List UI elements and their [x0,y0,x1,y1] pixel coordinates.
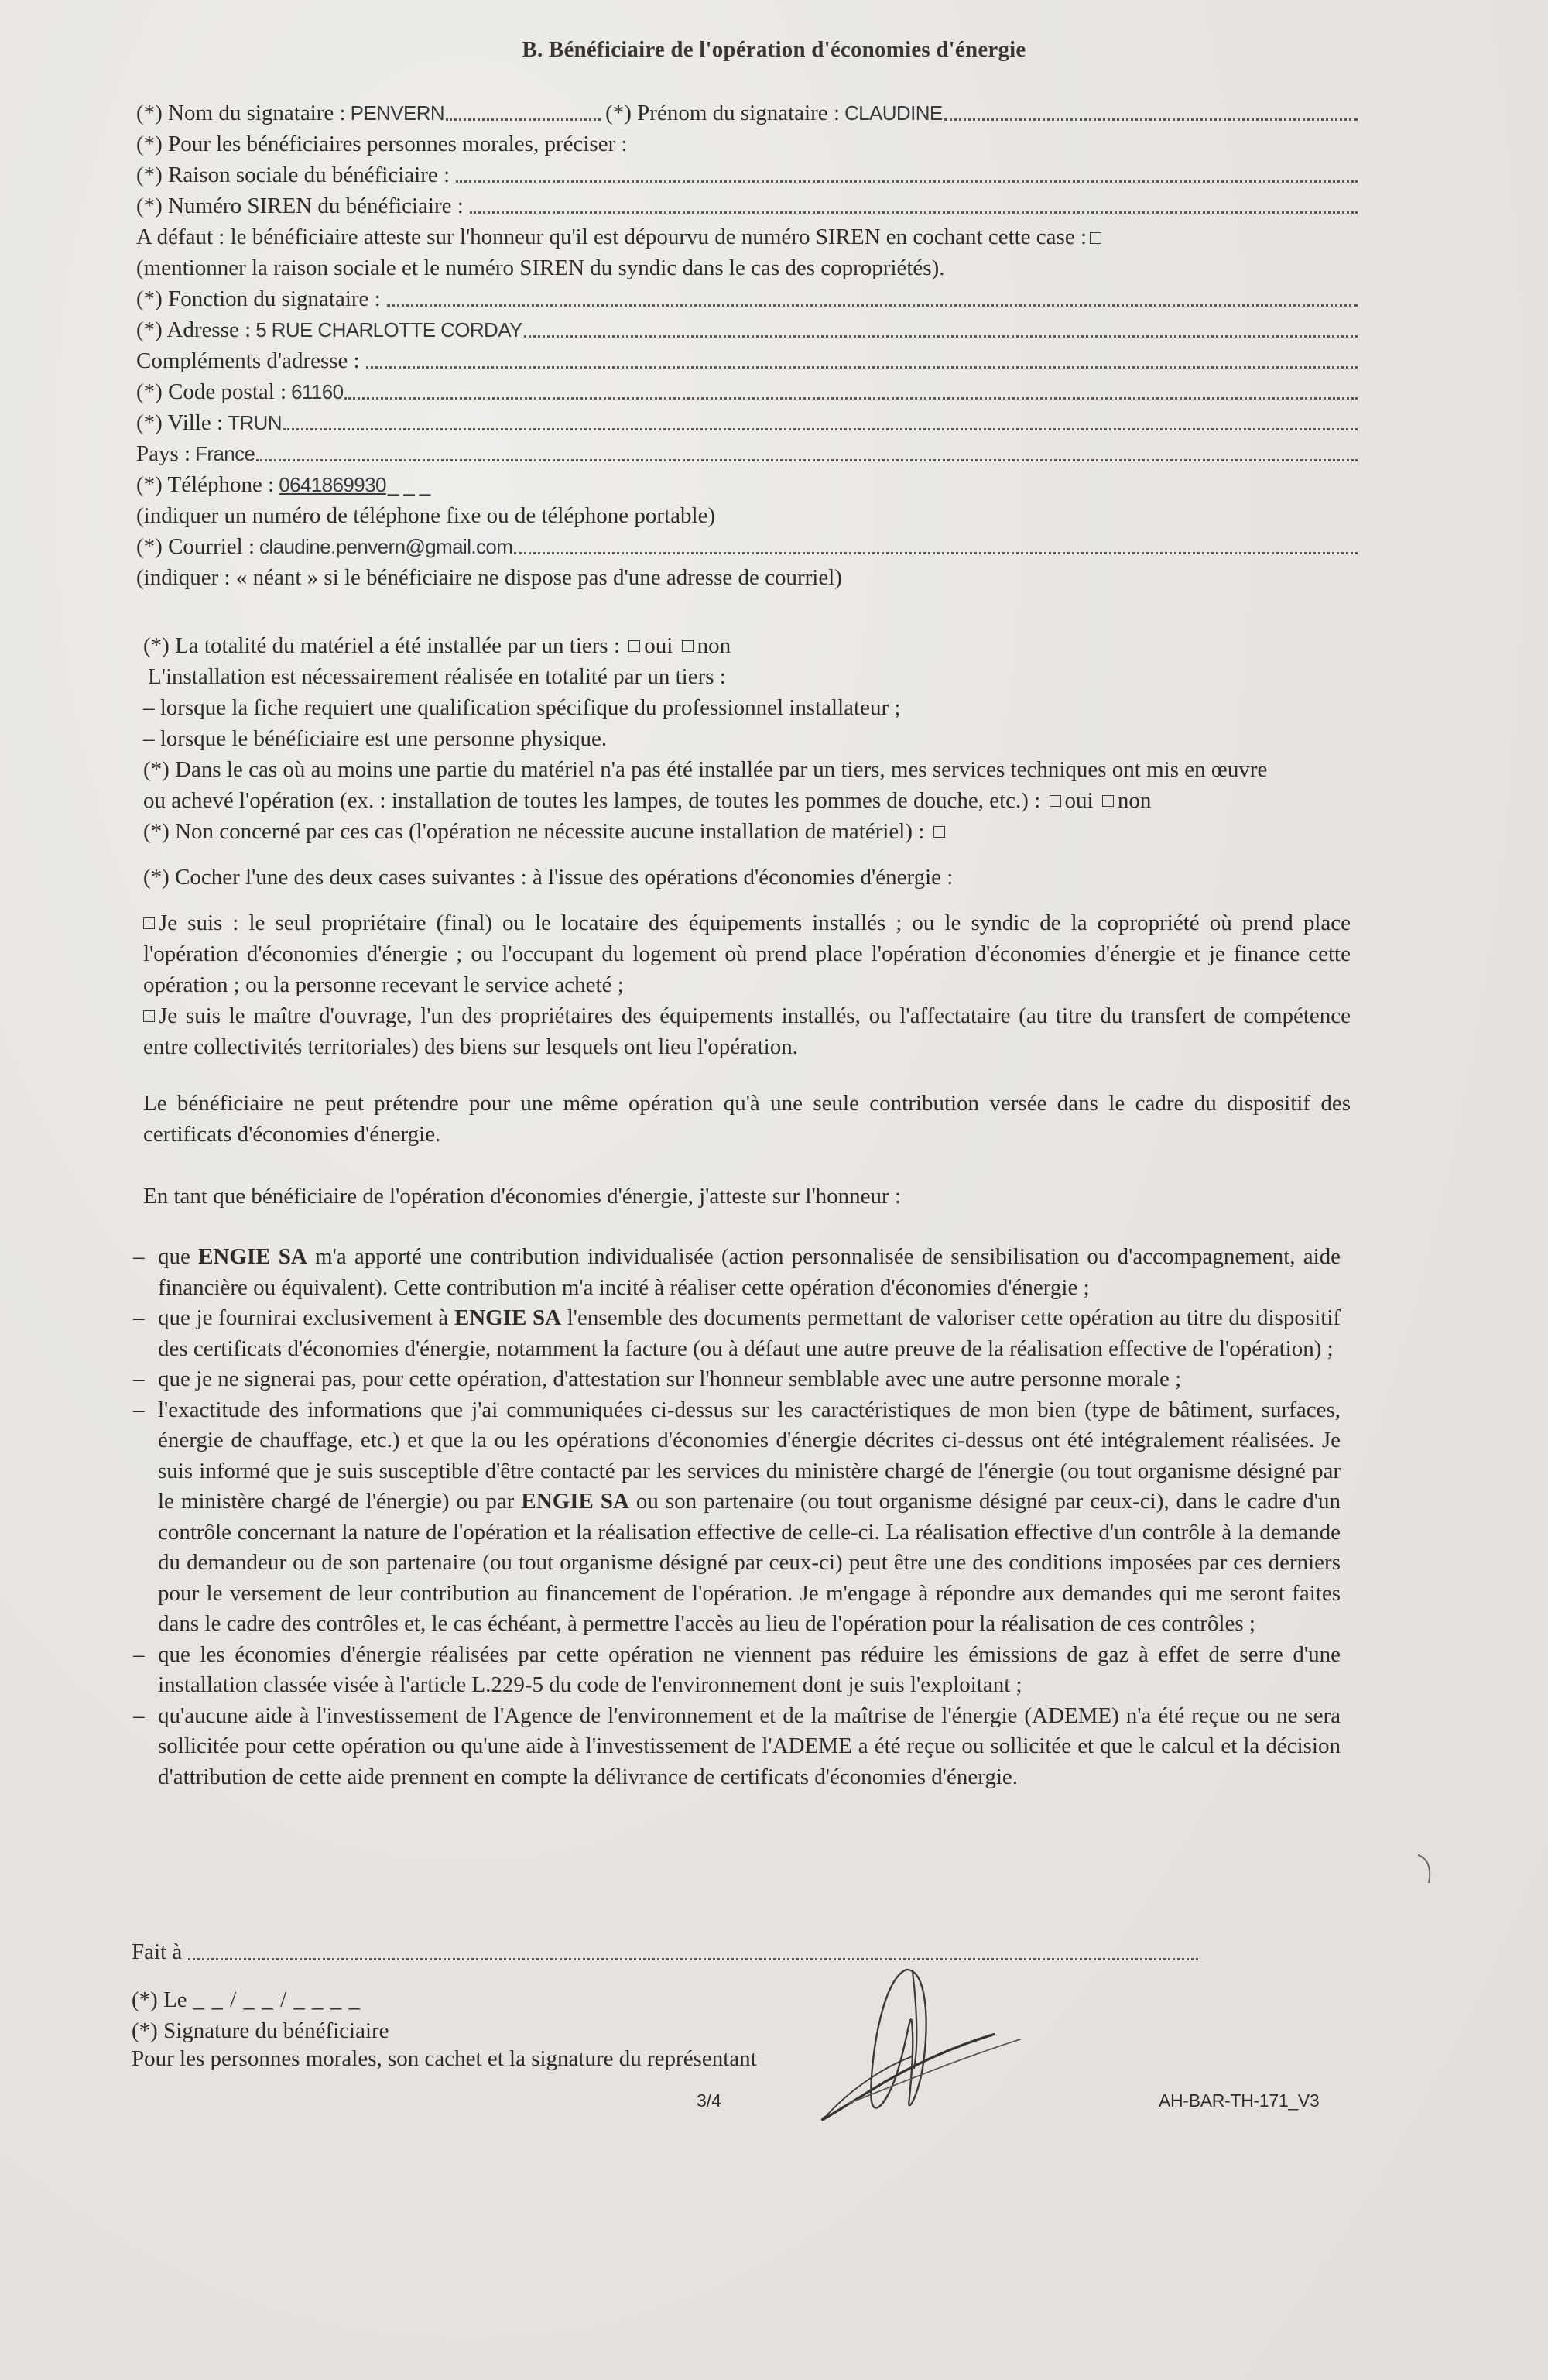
personnes-morales-note: Pour les personnes morales, son cachet et la signature du représentant [132,2046,757,2071]
option2-text: Je suis le maître d'ouvrage, l'un des propriétaires des équipements installés, ou l'affectataire (au titre du transfert de compétence entre collectivités territoriales) des biens sur lesquels ont lieu l'opération. [143,1003,1351,1059]
nom-value[interactable]: PENVERN [350,101,445,125]
cocher-options [143,907,1351,1062]
installation-intro: L'installation est nécessairement réalisée en totalité par un tiers : [148,664,726,689]
code-postal-value[interactable]: 61160 [291,380,344,403]
courriel-value[interactable]: claudine.penvern@gmail.com [259,535,513,558]
row-telephone [136,469,1359,500]
signature-label-row [132,2016,1401,2044]
q3-checkbox[interactable] [933,826,945,838]
syndic-note: (mentionner la raison sociale et le numéro SIREN du syndic dans le cas des copropriétés). [136,255,945,280]
row-code-postal [136,376,1359,407]
pays-value[interactable]: France [195,442,255,465]
signature-block [132,1937,1401,2072]
fait-a-label: Fait à [132,1939,183,1964]
installation-cond1: – lorsque la fiche requiert une qualification spécifique du professionnel installateur ; [143,695,901,720]
row-courriel [136,531,1359,562]
adresse-dotted-line [524,335,1358,338]
q2-oui-label: oui [1064,788,1094,813]
contribution-note: Le bénéficiaire ne peut prétendre pour une même opération qu'à une seule contribution versée dans le cadre du dispositif des certificats d'économies d'énergie. [143,1091,1351,1147]
option2-checkbox[interactable] [143,1010,155,1022]
row-nom-prenom [136,98,1359,129]
attestation-item: – qu'aucune aide à l'investissement de l'Agence de l'environnement et de la maîtrise de l'énergie (ADEME) n'a été reçue ou ne sera sollicitée pour cette opération ou qu'une aide à l'investissement de l'ADEME a été reçue ou sollicitée et que le calcul et la décision d'attribution de cette aide prennent en compte la délivrance de certificats d'économies d'énergie. [133,1703,1341,1789]
date-row [132,1985,1401,2016]
pays-label: Pays : [136,441,191,466]
siren-default-note: A défaut : le bénéficiaire atteste sur l'honneur qu'il est dépourvu de numéro SIREN en cochant cette case : [136,225,1087,249]
document-reference: AH-BAR-TH-171_V3 [1159,2090,1320,2111]
pays-dotted-line [256,459,1358,461]
ville-dotted-line [283,428,1358,430]
section-title: B. Bénéficiaire de l'opération d'économies d'énergie [522,37,1026,62]
signature-label: (*) Signature du bénéficiaire [132,2018,389,2043]
row-siren [136,190,1359,221]
installation-q2-line1: (*) Dans le cas où au moins une partie du matériel n'a pas été installée par un tiers, mes services techniques ont mis en œuvre [143,757,1268,782]
date-label: (*) Le [132,1987,187,2012]
telephone-value[interactable]: 0641869930 [279,473,386,496]
complements-label: Compléments d'adresse : [136,348,360,373]
courriel-dotted-line [514,552,1358,554]
row-courriel-note [136,562,1359,593]
attestation-item: – que les économies d'énergie réalisées par cette opération ne viennent pas réduire les émissions de gaz à effet de serre d'une installation classée visée à l'article L.229-5 du code de l'environnement dont je suis l'exploitant ; [133,1641,1341,1697]
raison-sociale-label: (*) Raison sociale du bénéficiaire : [136,163,450,187]
attestation-item: – que je fournirai exclusivement à ENGIE SA l'ensemble des documents permettant de valoriser cette opération au titre du dispositif des certificats d'économies d'énergie, notamment la facture (ou à défaut une autre preuve de la réalisation effective de l'opération) ; [133,1305,1341,1361]
row-telephone-note [136,500,1359,531]
courriel-note: (indiquer : « néant » si le bénéficiaire ne dispose pas d'une adresse de courriel) [136,565,842,590]
prenom-value[interactable]: CLAUDINE [844,101,943,125]
cocher-option2 [143,1000,1351,1062]
telephone-label: (*) Téléphone : [136,472,275,497]
prenom-dotted-line [944,118,1358,121]
installation-section [143,630,1366,847]
row-complements [136,345,1359,376]
row-ville [136,407,1359,438]
installation-q3: (*) Non concerné par ces cas (l'opération ne nécessite aucune installation de matériel) : [143,819,925,844]
telephone-note: (indiquer un numéro de téléphone fixe ou de téléphone portable) [136,503,716,528]
personnes-morales-note-row [132,2044,1401,2072]
cocher-title: (*) Cocher l'une des deux cases suivantes : à l'issue des opérations d'économies d'énergie : [143,865,954,890]
row-pays [136,438,1359,469]
company-name: ENGIE SA [521,1489,629,1514]
fonction-label: (*) Fonction du signataire : [136,286,381,311]
installation-q1 [143,630,1366,661]
identification-fields [136,98,1359,593]
siren-default-checkbox[interactable] [1090,232,1101,244]
row-adresse [136,314,1359,345]
q2-non-checkbox[interactable] [1102,795,1114,807]
installation-q3-row [143,816,1366,847]
complements-dotted-line [366,366,1358,369]
adresse-label: (*) Adresse : [136,317,252,342]
row-siren-default [136,221,1359,252]
code-postal-label: (*) Code postal : [136,379,287,404]
stray-pen-mark [1416,1850,1440,1889]
q1-non-label: non [697,633,731,658]
telephone-trailing-blanks: _ _ _ [387,473,430,496]
courriel-label: (*) Courriel : [136,534,255,559]
installation-q1-label: (*) La totalité du matériel a été installée par un tiers : [143,633,620,658]
page-number: 3/4 [697,2090,721,2111]
attestation-list [133,1242,1341,1792]
row-personnes-morales [136,129,1359,159]
prenom-label: (*) Prénom du signataire : [605,101,840,125]
attestation-item: – l'exactitude des informations que j'ai communiquées ci-dessus sur les caractéristiques de mon bien (type de bâtiment, surfaces, énergie de chauffage, etc.) et que la ou les opérations d'économies d'énergie décrites ci-dessus ont été intégralement réalisées. Je suis informé que je suis susceptible d'être contacté par les services du ministère chargé de l'énergie (ou tout organisme désigné par le ministère chargé de l'énergie) ou par ENGIE SA ou son partenaire (ou tout organisme désigné par ceux-ci), dans le cadre d'un contrôle concernant la nature de l'opération et la réalisation effective de celle-ci. La réalisation effective d'un contrôle à la demande du demandeur ou de son partenaire (ou tout organisme désigné par ceux-ci) peut être une des conditions imposées par ces derniers pour le versement de leur contribution au financement de l'opération. Je m'engage à répondre aux demandes qui me seront faites dans le cadre des contrôles et, le cas échéant, à permettre l'accès au lieu de l'opération pour la réalisation de ces contrôles ; [133,1397,1341,1636]
date-value[interactable]: _ _ / _ _ / _ _ _ _ [193,1987,361,2012]
q2-non-label: non [1117,788,1152,813]
option1-text: Je suis : le seul propriétaire (final) ou le locataire des équipements installés ; ou le syndic de la copropriété où prend place l'opération d'économies d'énergie ; ou l'occupant du logement où prend place l'opération d'économies d'énergie et je finance cette opération ; ou la personne recevant le service acheté ; [143,911,1351,997]
company-name: ENGIE SA [454,1305,562,1330]
ville-value[interactable]: TRUN [228,411,282,434]
q1-non-checkbox[interactable] [682,640,694,652]
q1-oui-checkbox[interactable] [628,640,640,652]
siren-dotted-line [470,211,1358,214]
installation-q2-line2: ou achevé l'opération (ex. : installation de toutes les lampes, de toutes les pommes de douche, etc.) : [143,788,1041,813]
q2-oui-checkbox[interactable] [1050,795,1061,807]
adresse-value[interactable]: 5 RUE CHARLOTTE CORDAY [255,318,522,341]
personnes-morales-label: (*) Pour les bénéficiaires personnes morales, préciser : [136,132,628,156]
nom-dotted-line [446,118,601,121]
attestation-item: – que je ne signerai pas, pour cette opération, d'attestation sur l'honneur semblable avec une autre personne morale ; [133,1367,1182,1391]
row-raison-sociale [136,159,1359,190]
option1-checkbox[interactable] [143,917,155,929]
cocher-option1 [143,907,1351,1000]
ville-label: (*) Ville : [136,410,224,435]
company-name: ENGIE SA [198,1244,307,1269]
handwritten-signature[interactable] [805,1951,1053,2137]
attestation-item: – que ENGIE SA m'a apporté une contribution individualisée (action personnalisée de sensibilisation ou d'accompagnement, aide financière ou équivalent). Cette contribution m'a incité à réaliser cette opération d'économies d'énergie ; [133,1244,1341,1300]
row-syndic-note [136,252,1359,283]
nom-label: (*) Nom du signataire : [136,101,346,125]
siren-label: (*) Numéro SIREN du bénéficiaire : [136,194,464,218]
row-fonction [136,283,1359,314]
q1-oui-label: oui [644,633,673,658]
installation-cond2: – lorsque le bénéficiaire est une personne physique. [143,726,608,751]
fonction-dotted-line [387,304,1358,307]
attestation-intro: En tant que bénéficiaire de l'opération d'économies d'énergie, j'atteste sur l'honneur : [143,1184,902,1209]
installation-q2-line2-row [143,785,1366,816]
code-postal-dotted-line [344,397,1358,400]
raison-sociale-dotted-line [456,180,1358,183]
